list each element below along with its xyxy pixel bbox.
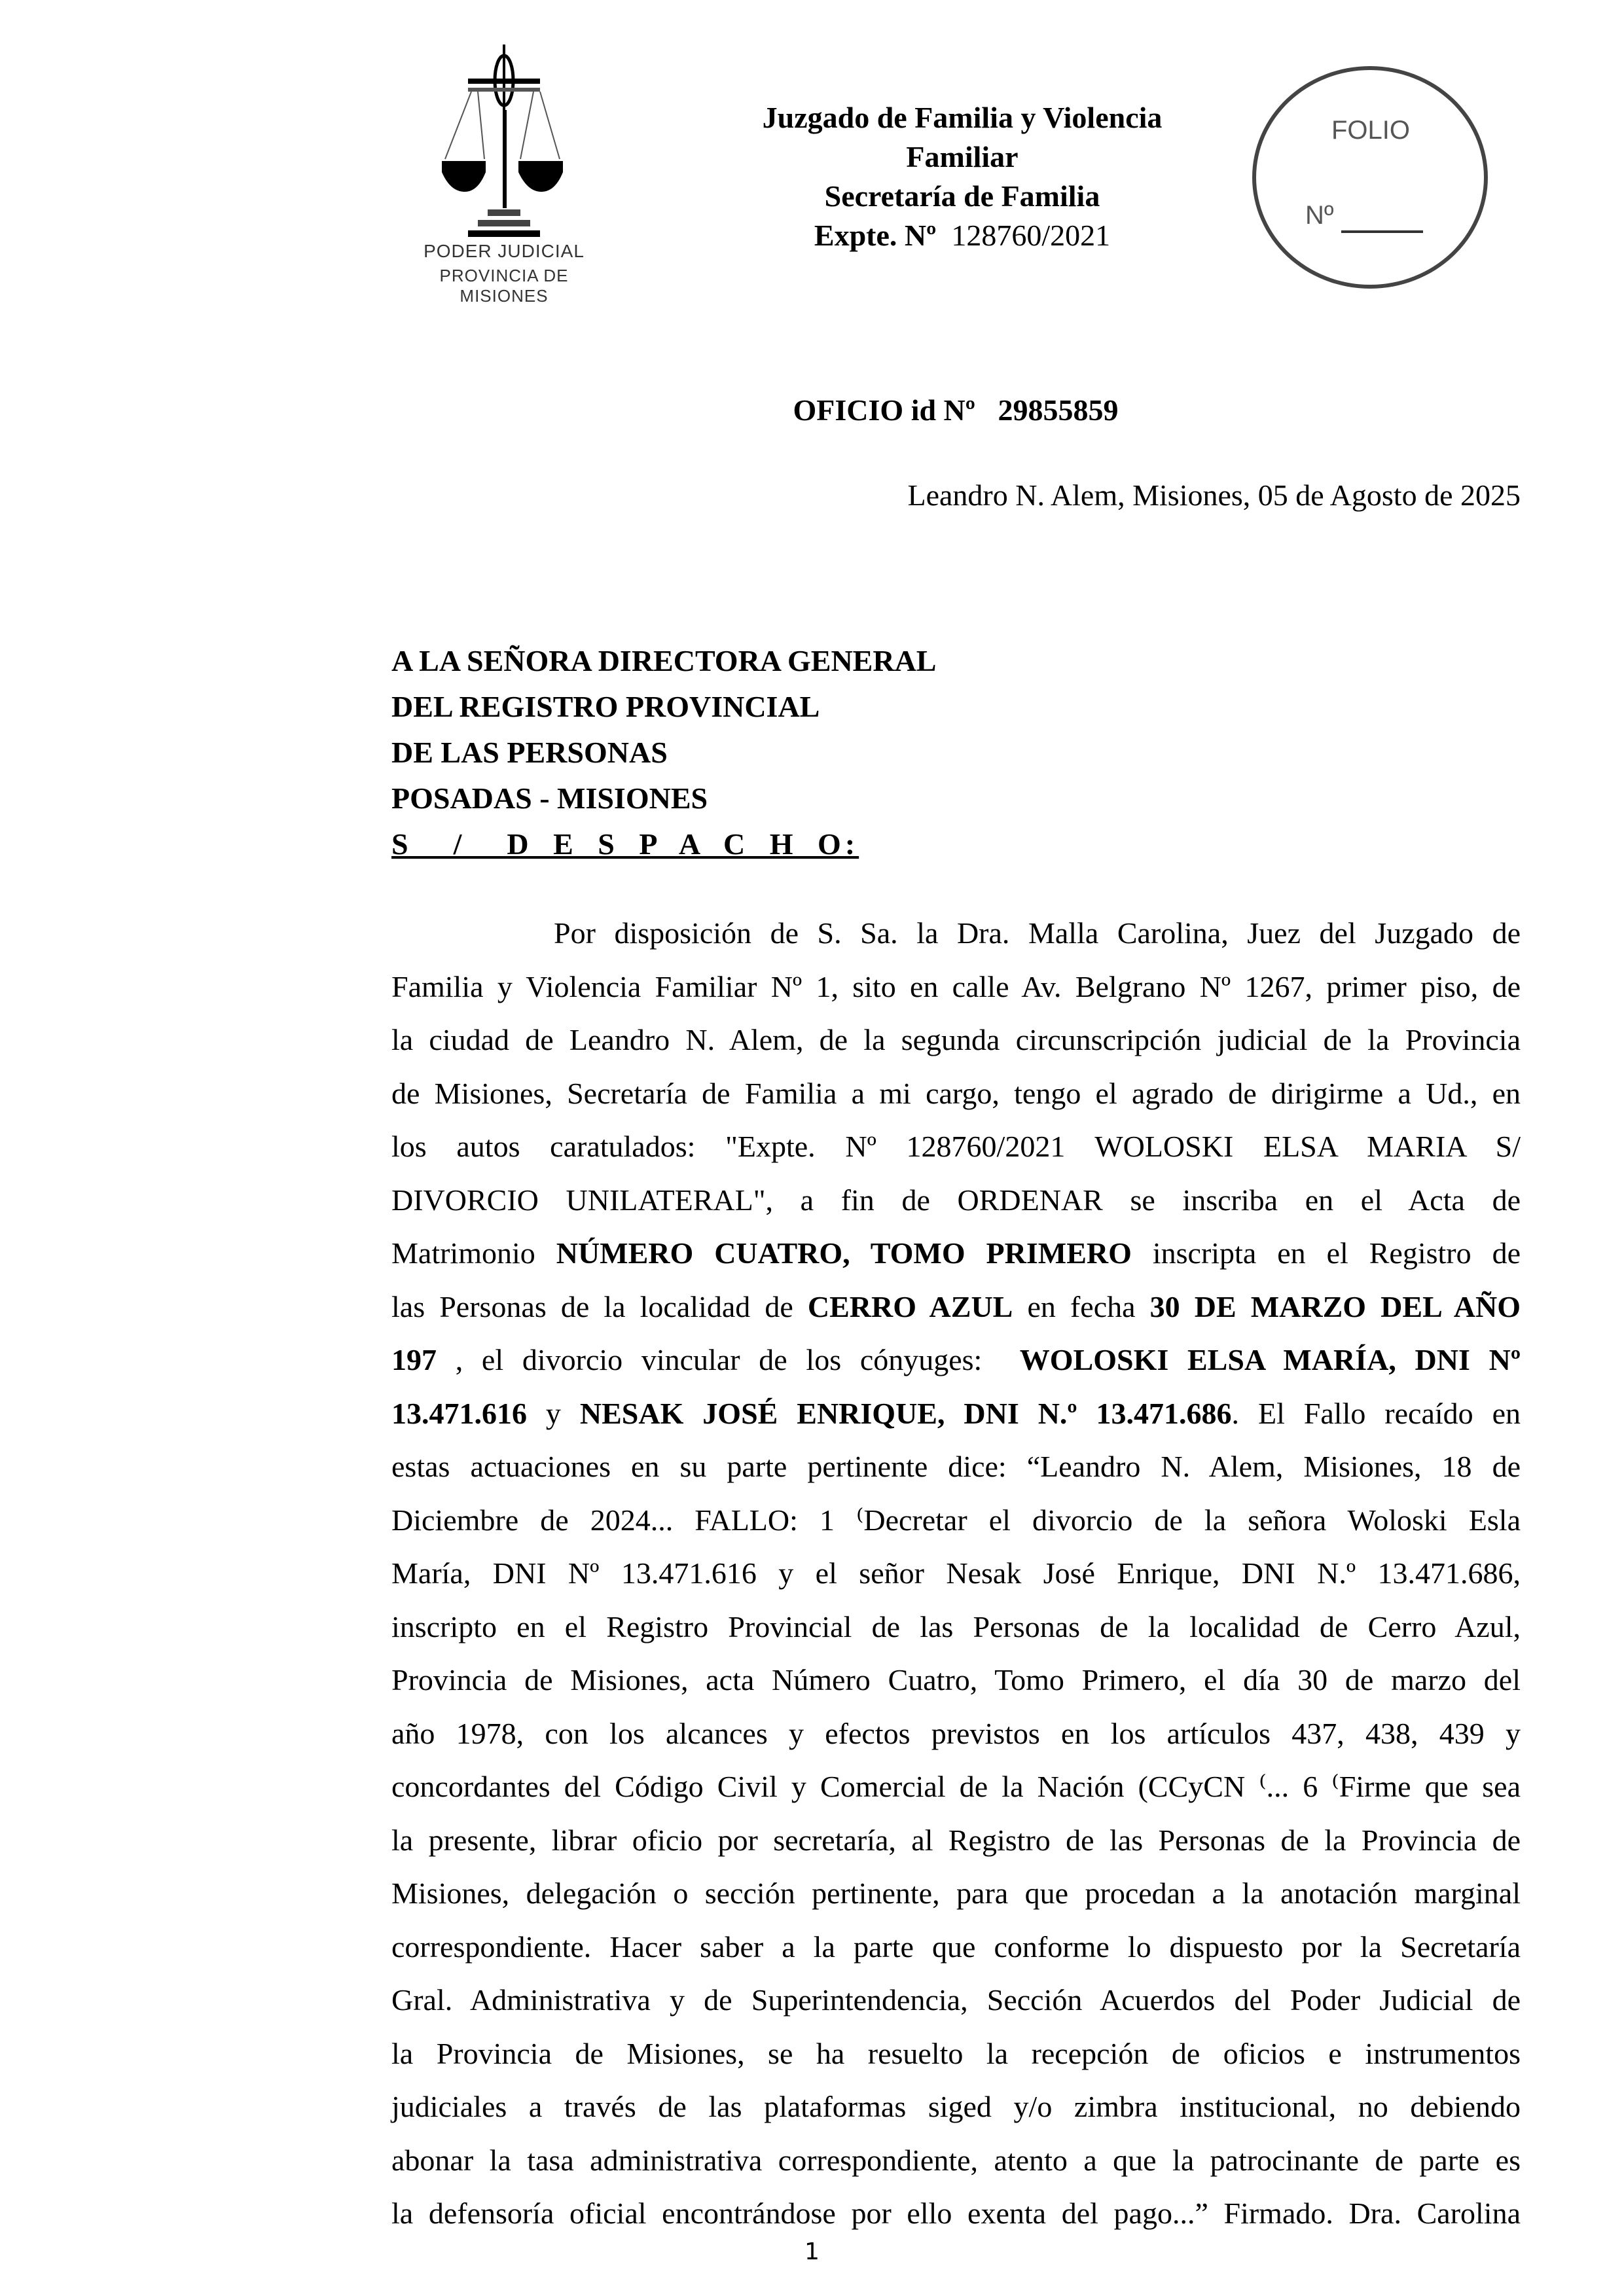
body-line: [391, 2134, 1521, 2187]
folio-number-label: Nº: [1305, 201, 1334, 230]
body-line: [391, 1494, 1521, 1547]
bold-text: 197: [391, 1343, 437, 1376]
body-line: [391, 1333, 1521, 1387]
body-text: Matrimonio: [391, 1236, 556, 1270]
expediente: [694, 216, 1231, 255]
body-text: judiciales a través de las plataformas siged y/o zimbra institucional, no debiendo: [391, 2090, 1521, 2123]
body-line: [391, 1280, 1521, 1334]
addressee-line: DE LAS PERSONAS: [391, 736, 668, 769]
body-line: [391, 2080, 1521, 2134]
folio-stamp: [1252, 66, 1488, 289]
body-line: [391, 1814, 1521, 1867]
body-line: [391, 1387, 1521, 1441]
body-text: abonar la tasa administrativa correspondiente, atento a que la patrocinante de parte es: [391, 2143, 1521, 2177]
body-text: concordantes del Código Civil y Comercial de la Nación (CCyCN ⁽... 6 ⁽Firme que sea: [391, 1770, 1521, 1803]
logo-line2: PROVINCIA DE MISIONES: [439, 266, 569, 306]
body-text: los autos caratulados: "Expte. Nº 128760/2021 WOLOSKI ELSA MARIA S/: [391, 1130, 1521, 1163]
addressee-line: DEL REGISTRO PROVINCIAL: [391, 690, 820, 723]
body-text: . El Fallo recaído en: [1231, 1396, 1521, 1430]
folio-label: FOLIO: [1331, 116, 1411, 145]
court-name-line2: Familiar: [906, 140, 1019, 173]
body-text: la Provincia de Misiones, se ha resuelto la recepción de oficios e instrumentos: [391, 2036, 1521, 2070]
body-text: correspondiente. Hacer saber a la parte que conforme lo dispuesto por la Secretaría: [391, 1929, 1521, 1964]
folio-number-blank: [1341, 230, 1423, 233]
body-line: [391, 1120, 1521, 1174]
body-text: año 1978, con los alcances y efectos previstos en los artículos 437, 438, 439 y: [391, 1716, 1521, 1750]
bold-text: WOLOSKI ELSA MARÍA, DNI Nº: [1019, 1343, 1521, 1376]
body-text: la presente, librar oficio por secretaría, al Registro de las Personas de la Provincia de: [391, 1823, 1521, 1857]
body-line: [391, 1760, 1521, 1814]
body-text: en fecha: [1013, 1289, 1150, 1323]
body-line: [391, 1013, 1521, 1067]
poder-judicial-logo: [406, 45, 674, 306]
despacho-line: S / D E S P A C H O:: [391, 827, 859, 861]
bold-text: NÚMERO CUATRO, TOMO PRIMERO: [556, 1236, 1132, 1270]
body-text: inscripto en el Registro Provincial de las Personas de la localidad de Cerro Azul,: [391, 1609, 1521, 1643]
body-text: la defensoría oficial encontrándose por ello exenta del pago...” Firmado. Dra. Carolina: [391, 2197, 1521, 2230]
body-line: [391, 1547, 1521, 1600]
body-text: la ciudad de Leandro N. Alem, de la segunda circunscripción judicial de la Provincia: [391, 1023, 1521, 1056]
body-line: [391, 2187, 1521, 2240]
expte-number: 128760/2021: [951, 219, 1111, 252]
court-name-line1: Juzgado de Familia y Violencia: [762, 101, 1163, 134]
body-line: [391, 1067, 1521, 1121]
oficio-id: OFICIO id Nº 29855859: [793, 393, 1119, 427]
body-text: Gral. Administrativa y de Superintendencia, Sección Acuerdos del Poder Judicial de: [391, 1983, 1521, 2017]
body-line: [391, 1867, 1521, 1920]
body-text: Provincia de Misiones, acta Número Cuatro, Tomo Primero, el día 30 de marzo del: [391, 1663, 1521, 1696]
secretaria: Secretaría de Familia: [824, 179, 1100, 213]
body-line: [391, 1440, 1521, 1494]
body-text: Por disposición de S. Sa. la Dra. Malla Carolina, Juez del Juzgado de: [554, 916, 1521, 950]
addressee-line: POSADAS - MISIONES: [391, 781, 708, 815]
body-line: [391, 1920, 1521, 1974]
bold-text: 30 DE MARZO DEL AÑO: [1149, 1289, 1521, 1323]
body-paragraph: [391, 906, 1521, 2240]
addressee-line: A LA SEÑORA DIRECTORA GENERAL: [391, 644, 937, 677]
date-line: Leandro N. Alem, Misiones, 05 de Agosto de 2025: [907, 478, 1521, 512]
addressee-block: [391, 638, 936, 867]
scales-of-justice-icon: [406, 45, 674, 241]
body-line: [391, 1227, 1521, 1280]
body-text: DIVORCIO UNILATERAL", a fin de ORDENAR se inscriba en el Acta de: [391, 1183, 1521, 1217]
body-text: y: [527, 1396, 580, 1430]
body-line: [391, 906, 1521, 960]
bold-text: CERRO AZUL: [807, 1289, 1013, 1323]
body-line: [391, 1973, 1521, 2027]
body-text: María, DNI Nº 13.471.616 y el señor Nesak José Enrique, DNI N.º 13.471.686,: [391, 1556, 1521, 1590]
body-text: inscripta en el Registro de: [1131, 1236, 1521, 1270]
body-text: las Personas de la localidad de: [391, 1289, 808, 1323]
body-text: estas actuaciones en su parte pertinente dice: “Leandro N. Alem, Misiones, 18 de: [391, 1450, 1521, 1483]
body-line: [391, 1174, 1521, 1227]
body-line: [391, 1653, 1521, 1707]
expte-label: Expte. Nº: [814, 219, 937, 252]
body-text: Diciembre de 2024... FALLO: 1 ⁽Decretar el divorcio de la señora Woloski Esla: [391, 1503, 1521, 1537]
bold-text: 13.471.616: [391, 1396, 527, 1430]
bold-text: NESAK JOSÉ ENRIQUE, DNI N.º 13.471.686: [579, 1396, 1232, 1430]
body-text: de Misiones, Secretaría de Familia a mi cargo, tengo el agrado de dirigirme a Ud., en: [391, 1076, 1521, 1110]
court-header: [694, 98, 1231, 255]
body-text: , el divorcio vincular de los cónyuges:: [437, 1343, 1020, 1376]
logo-line1: PODER JUDICIAL: [424, 241, 585, 261]
page-number: 1: [804, 2238, 820, 2265]
body-text: Familia y Violencia Familiar Nº 1, sito en calle Av. Belgrano Nº 1267, primer piso, de: [391, 969, 1521, 1003]
body-line: [391, 960, 1521, 1014]
body-line: [391, 1707, 1521, 1761]
body-line: [391, 1600, 1521, 1654]
body-text: Misiones, delegación o sección pertinente, para que procedan a la anotación marginal: [391, 1876, 1521, 1910]
body-line: [391, 2027, 1521, 2081]
